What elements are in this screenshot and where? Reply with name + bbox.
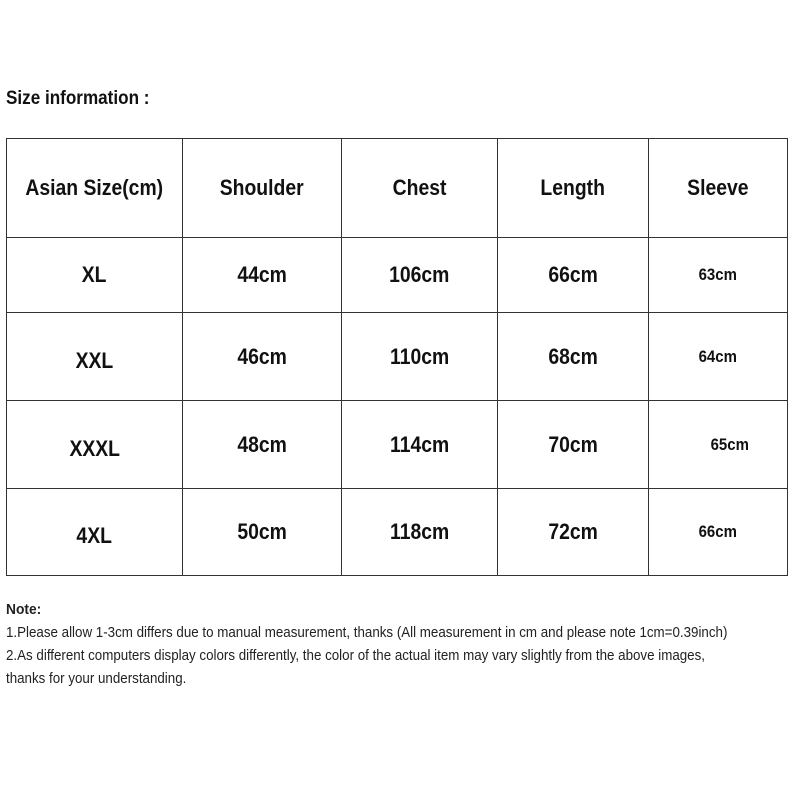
table-row bbox=[7, 313, 788, 401]
table-row bbox=[7, 238, 788, 313]
size-cell bbox=[7, 313, 183, 401]
chest-cell bbox=[342, 238, 498, 313]
length-cell bbox=[498, 489, 649, 576]
note-line: 1.Please allow 1-3cm differs due to manual measurement, thanks (All measurement in cm and please note 1cm=0.39inch) bbox=[6, 624, 728, 641]
cell-text: 46cm bbox=[237, 343, 287, 369]
header-text: Chest bbox=[392, 175, 447, 200]
cell-text: 63cm bbox=[698, 265, 738, 284]
chest-cell bbox=[342, 489, 498, 576]
cell-text: 48cm bbox=[237, 431, 287, 457]
shoulder-cell bbox=[183, 238, 342, 313]
column-header-chest bbox=[342, 139, 498, 238]
cell-text: 70cm bbox=[548, 431, 598, 457]
cell-text: 72cm bbox=[548, 519, 598, 544]
note-section bbox=[6, 598, 796, 690]
cell-text: 65cm bbox=[710, 434, 750, 454]
shoulder-cell bbox=[183, 489, 342, 576]
sleeve-cell bbox=[649, 401, 788, 489]
length-cell bbox=[498, 313, 649, 401]
cell-text: 66cm bbox=[548, 262, 598, 287]
header-text: Shoulder bbox=[220, 175, 304, 200]
cell-text: 44cm bbox=[237, 262, 287, 287]
header-text: Length bbox=[540, 175, 606, 200]
cell-text: XL bbox=[82, 262, 107, 287]
cell-text: 68cm bbox=[548, 343, 598, 369]
cell-text: 106cm bbox=[389, 262, 450, 287]
table-row bbox=[7, 401, 788, 489]
cell-text: XXXL bbox=[69, 435, 120, 461]
cell-text: 118cm bbox=[389, 519, 450, 544]
note-title: Note: bbox=[6, 601, 42, 618]
header-text: Asian Size(cm) bbox=[25, 175, 164, 200]
length-cell bbox=[498, 238, 649, 313]
chest-cell bbox=[342, 401, 498, 489]
cell-text: 114cm bbox=[389, 431, 450, 457]
table-header-row bbox=[7, 139, 788, 238]
length-cell bbox=[498, 401, 649, 489]
cell-text: 64cm bbox=[698, 346, 738, 366]
header-text: Sleeve bbox=[687, 175, 749, 200]
column-header-sleeve bbox=[649, 139, 788, 238]
shoulder-cell bbox=[183, 313, 342, 401]
size-chart-table bbox=[6, 138, 788, 576]
cell-text: 50cm bbox=[237, 519, 287, 544]
size-info-heading: Size information : bbox=[6, 88, 150, 109]
sleeve-cell bbox=[649, 238, 788, 313]
column-header-asian-size bbox=[7, 139, 183, 238]
sleeve-cell bbox=[649, 313, 788, 401]
cell-text: XXL bbox=[75, 347, 114, 373]
size-cell bbox=[7, 489, 183, 576]
sleeve-cell bbox=[649, 489, 788, 576]
size-cell bbox=[7, 238, 183, 313]
chest-cell bbox=[342, 313, 498, 401]
note-line: thanks for your understanding. bbox=[6, 670, 187, 687]
column-header-length bbox=[498, 139, 649, 238]
cell-text: 66cm bbox=[698, 522, 738, 541]
size-cell bbox=[7, 401, 183, 489]
cell-text: 110cm bbox=[389, 343, 450, 369]
note-line: 2.As different computers display colors differently, the color of the actual item may vary slightly from the above images, bbox=[6, 647, 705, 664]
column-header-shoulder bbox=[183, 139, 342, 238]
cell-text: 4XL bbox=[76, 523, 113, 548]
table-row bbox=[7, 489, 788, 576]
shoulder-cell bbox=[183, 401, 342, 489]
